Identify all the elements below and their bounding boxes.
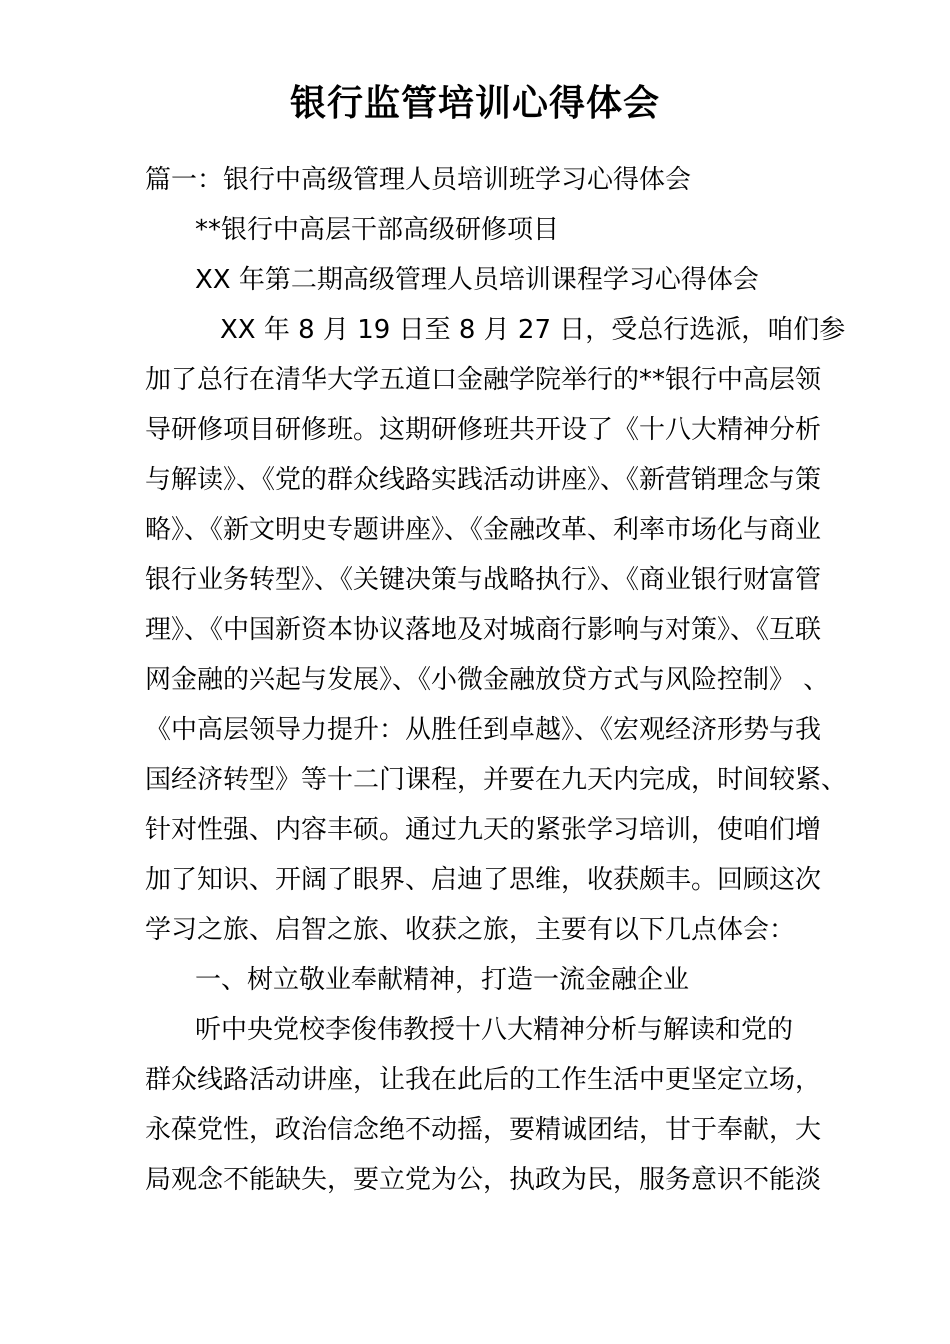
paragraph-line: 与解读》、《党的群众线路实践活动讲座》、《新营销理念与策 bbox=[145, 465, 822, 495]
paragraph-line: 理》、《中国新资本协议落地及对城商行影响与对策》、《互联 bbox=[145, 615, 822, 645]
project-name: **银行中高层干部高级研修项目 bbox=[195, 215, 560, 245]
paragraph-line: XX 年 8 月 19 日至 8 月 27 日，受总行选派，咱们参 bbox=[220, 315, 846, 345]
paragraph-line: 局观念不能缺失，要立党为公，执政为民，服务意识不能淡 bbox=[145, 1165, 822, 1195]
paragraph-line: 略》、《新文明史专题讲座》、《金融改革、利率市场化与商业 bbox=[145, 515, 822, 545]
paragraph-line: 群众线路活动讲座，让我在此后的工作生活中更坚定立场， bbox=[145, 1065, 822, 1095]
document-title: 银行监管培训心得体会 bbox=[289, 82, 660, 124]
paragraph-line: 银行业务转型》、《关键决策与战略执行》、《商业银行财富管 bbox=[145, 565, 822, 595]
paragraph-line: 永葆党性，政治信念绝不动摇，要精诚团结，甘于奉献，大 bbox=[145, 1115, 822, 1145]
paragraph-line: 针对性强、内容丰硕。通过九天的紧张学习培训，使咱们增 bbox=[145, 815, 822, 845]
paragraph-line: 《中高层领导力提升：从胜任到卓越》、《宏观经济形势与我 bbox=[145, 715, 822, 745]
paragraph-line: 国经济转型》等十二门课程，并要在九天内完成，时间较紧、 bbox=[145, 765, 848, 795]
paragraph-line: 网金融的兴起与发展》、《小微金融放贷方式与风险控制》 、 bbox=[145, 665, 830, 695]
paragraph-line: 加了总行在清华大学五道口金融学院举行的**银行中高层领 bbox=[145, 365, 822, 395]
subsection-heading: 一、树立敬业奉献精神，打造一流金融企业 bbox=[195, 965, 690, 995]
paragraph-line: 学习之旅、启智之旅、收获之旅，主要有以下几点体会： bbox=[145, 915, 796, 945]
paragraph-line: 听中央党校李俊伟教授十八大精神分析与解读和党的 bbox=[195, 1015, 794, 1045]
report-subtitle: XX 年第二期高级管理人员培训课程学习心得体会 bbox=[195, 265, 759, 295]
section-heading: 篇一：银行中高级管理人员培训班学习心得体会 bbox=[145, 165, 692, 195]
paragraph-line: 加了知识、开阔了眼界、启迪了思维，收获颇丰。回顾这次 bbox=[145, 865, 822, 895]
paragraph-line: 导研修项目研修班。这期研修班共开设了《十八大精神分析 bbox=[145, 415, 822, 445]
